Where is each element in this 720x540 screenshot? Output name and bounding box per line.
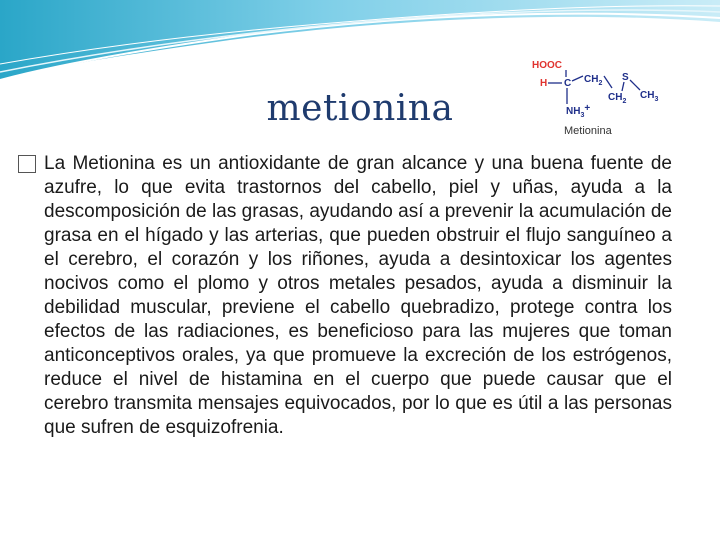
methionine-structure-image xyxy=(526,56,682,142)
bullet-marker-icon xyxy=(18,155,36,173)
ch3-sub: 3 xyxy=(654,96,659,103)
h-label: H xyxy=(540,78,548,89)
bullet-text: La Metionina es un antioxidante de gran alcance y una buena fuente de azufre, lo que evita trastornos del cabello, piel y uñas, ayuda a la descomposición de las grasas, ayudando así a prevenir la acumulación de grasa en el hígado y las arterias, que pueden obstruir el flujo sanguíneo a el cerebro, el corazón y los riñones, ayuda a desintoxicar los agentes nocivos como el plomo y otros metales pesados, ayuda a disminuir la debilidad muscular, previene el cabello quebradizo, protege contra los efectos de las radiaciones, es beneficioso para las mujeres que toman anticonceptivos orales, ya que promueve la excreción de los estrógenos, reduce el nivel de histamina en el cuerpo que puede causar que el cerebro transmita mensajes equivocados, por lo que es útil a las personas que sufren de esquizofrenia. xyxy=(44,153,672,438)
slide-title: metionina xyxy=(266,88,454,129)
svg-text:CH2 xyxy=(608,92,626,105)
ch2-b-label: CH xyxy=(608,92,623,103)
nh3-label: NH xyxy=(566,106,581,117)
ch2-a-sub: 2 xyxy=(598,80,603,87)
bullet-paragraph xyxy=(44,152,672,440)
svg-text:CH3 xyxy=(640,90,658,103)
svg-text:NH3+ xyxy=(566,103,590,119)
c-label: C xyxy=(564,78,572,89)
molecule-caption: Metionina xyxy=(564,125,612,137)
ch2-a-label: CH xyxy=(584,74,599,85)
ch2-b-sub: 2 xyxy=(622,98,627,105)
nh3-sub: 3 xyxy=(580,112,585,119)
plus-label: + xyxy=(584,103,591,114)
hooc-label: HOOC xyxy=(532,60,562,71)
svg-text:CH2 xyxy=(584,74,602,87)
s-label: S xyxy=(622,72,629,83)
ch3-label: CH xyxy=(640,90,655,101)
